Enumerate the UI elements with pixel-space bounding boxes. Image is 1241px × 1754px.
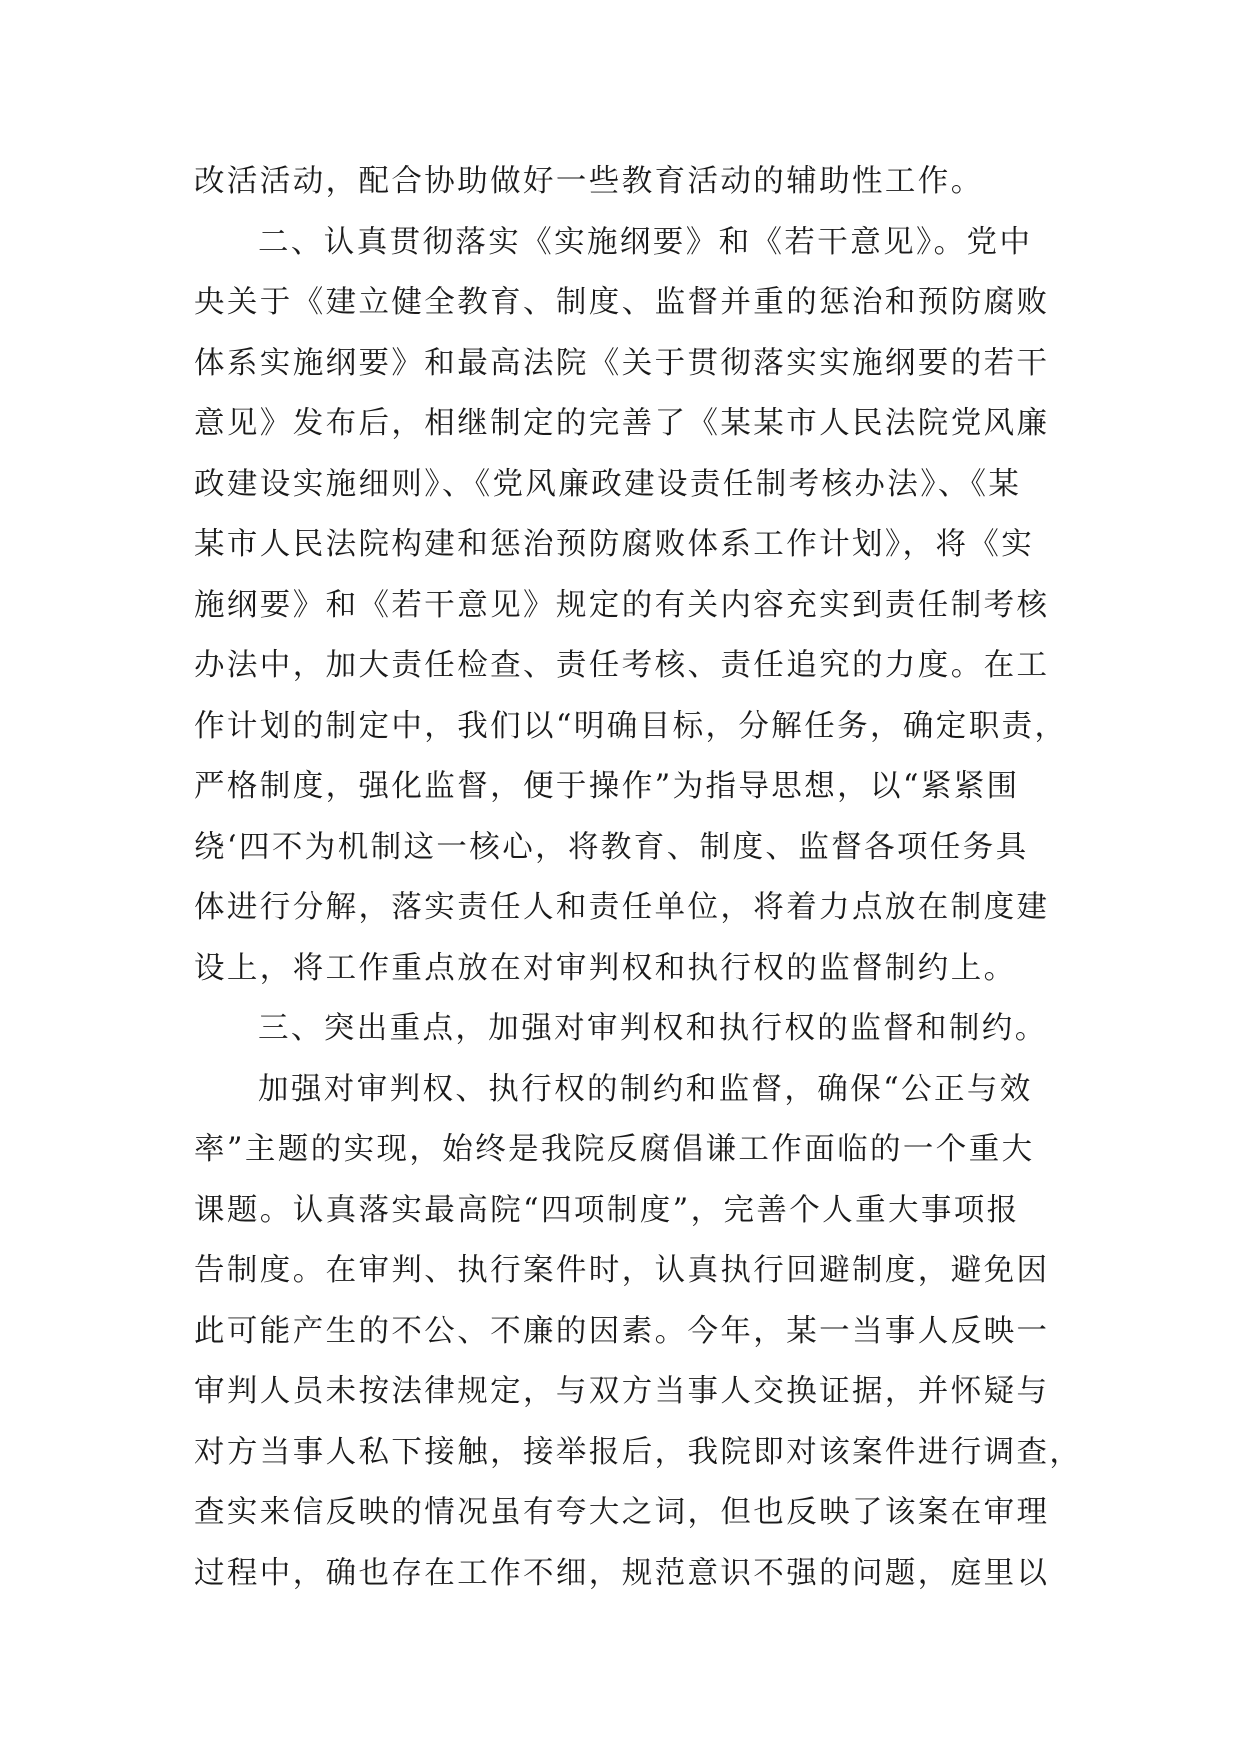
text-line: 某市人民法院构建和惩治预防腐败体系工作计划》，将《实 (194, 527, 1035, 562)
text-line: 审判人员未按法律规定，与双方当事人交换证据，并怀疑与 (194, 1374, 1050, 1409)
text-line: 体进行分解，落实责任人和责任单位，将着力点放在制度建 (194, 890, 1050, 925)
text-line: 率”主题的实现，始终是我院反腐倡谦工作面临的一个重大 (194, 1132, 1035, 1167)
text-line: 办法中，加大责任检查、责任考核、责任追究的力度。在工 (194, 648, 1050, 683)
text-line: 二、认真贯彻落实《实施纲要》和《若干意见》。党中 (258, 224, 1033, 260)
text-line: 对方当事人私下接触，接举报后，我院即对该案件进行调查， (194, 1434, 1083, 1470)
text-line: 央关于《建立健全教育、制度、监督并重的惩治和预防腐败 (194, 285, 1050, 320)
text-line: 意见》发布后，相继制定的完善了《某某市人民法院党风廉 (194, 406, 1050, 441)
text-line: 课题。认真落实最高院“四项制度”，完善个人重大事项报 (194, 1192, 1020, 1228)
text-line: 三、突出重点，加强对审判权和执行权的监督和制约。 (258, 1011, 1048, 1046)
text-line: 施纲要》和《若干意见》规定的有关内容充实到责任制考核 (194, 587, 1050, 623)
text-line: 设上，将工作重点放在对审判权和执行权的监督制约上。 (194, 950, 1017, 986)
text-line: 过程中，确也存在工作不细，规范意识不强的问题，庭里以 (194, 1555, 1050, 1591)
text-line: 体系实施纲要》和最高法院《关于贯彻落实实施纲要的若干 (194, 345, 1050, 381)
body-text (194, 152, 1083, 1604)
text-line: 改活活动，配合协助做好一些教育活动的辅助性工作。 (194, 164, 984, 199)
text-line: 严格制度，强化监督，便于操作”为指导思想，以“紧紧围 (194, 769, 1020, 804)
text-line: 政建设实施细则》、《党风廉政建设责任制考核办法》、《某 (194, 466, 1022, 502)
text-line: 加强对审判权、执行权的制约和监督，确保“公正与效 (258, 1071, 1033, 1107)
text-line: 绕‘四不为机制这一核心，将教育、制度、监督各项任务具 (194, 829, 1029, 865)
text-line: 告制度。在审判、执行案件时，认真执行回避制度，避免因 (194, 1253, 1050, 1288)
text-line: 查实来信反映的情况虽有夸大之词，但也反映了该案在审理 (194, 1495, 1050, 1530)
text-line: 作计划的制定中，我们以“明确目标，分解任务，确定职责， (194, 708, 1068, 744)
text-line: 此可能产生的不公、不廉的因素。今年，某一当事人反映一 (194, 1313, 1050, 1349)
